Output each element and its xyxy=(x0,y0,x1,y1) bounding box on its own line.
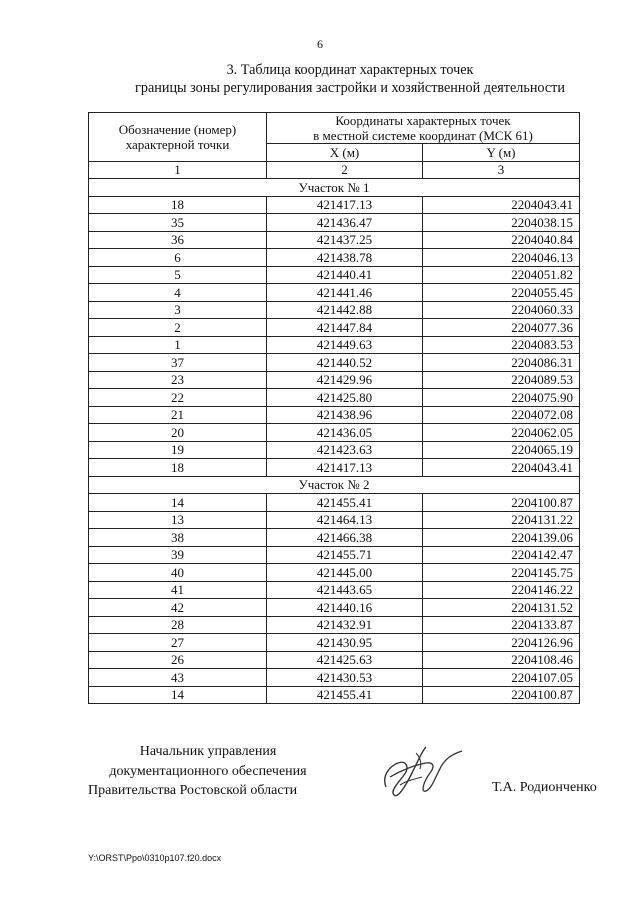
title-line-2: границы зоны регулирования застройки и хозяйственной деятельности xyxy=(135,80,565,96)
point-number-cell: 21 xyxy=(89,406,267,424)
x-coordinate-cell: 421423.63 xyxy=(267,441,423,459)
point-number-cell: 41 xyxy=(89,581,267,599)
table-row xyxy=(89,301,580,319)
y-coordinate-cell: 2204072.08 xyxy=(423,406,580,424)
y-coordinate-cell: 2204086.31 xyxy=(423,354,580,372)
point-number-cell: 23 xyxy=(89,371,267,389)
page-number: 6 xyxy=(317,37,323,51)
y-coordinate-cell: 2204131.52 xyxy=(423,599,580,617)
point-number-cell: 27 xyxy=(89,634,267,652)
header-coordinates-line-2: в местной системе координат (МСК 61) xyxy=(313,128,533,143)
point-number-cell: 26 xyxy=(89,651,267,669)
table-row xyxy=(89,634,580,652)
signer-name: Т.А. Родионченко xyxy=(492,780,597,795)
point-number-cell: 20 xyxy=(89,424,267,442)
y-coordinate-cell: 2204107.05 xyxy=(423,669,580,687)
point-number-cell: 19 xyxy=(89,441,267,459)
table-row xyxy=(89,389,580,407)
y-coordinate-cell: 2204089.53 xyxy=(423,371,580,389)
signature-position-line-3: Правительства Ростовской области xyxy=(88,783,298,798)
header-point-designation xyxy=(89,113,267,162)
table-row xyxy=(89,669,580,687)
x-coordinate-cell: 421429.96 xyxy=(267,371,423,389)
table-row xyxy=(89,616,580,634)
y-coordinate-cell: 2204038.15 xyxy=(423,214,580,232)
table-row xyxy=(89,196,580,214)
table-row xyxy=(89,319,580,337)
y-coordinate-cell: 2204108.46 xyxy=(423,651,580,669)
x-coordinate-cell: 421437.25 xyxy=(267,231,423,249)
x-coordinate-cell: 421438.96 xyxy=(267,406,423,424)
signature-position-line-2: документационного обеспечения xyxy=(109,763,307,779)
table-row xyxy=(89,284,580,302)
table-row xyxy=(89,406,580,424)
x-coordinate-cell: 421443.65 xyxy=(267,581,423,599)
y-coordinate-cell: 2204077.36 xyxy=(423,319,580,337)
y-coordinate-cell: 2204043.41 xyxy=(423,459,580,477)
x-coordinate-cell: 421455.41 xyxy=(267,494,423,512)
point-number-cell: 35 xyxy=(89,214,267,232)
x-coordinate-cell: 421447.84 xyxy=(267,319,423,337)
y-coordinate-cell: 2204131.22 xyxy=(423,511,580,529)
section-row xyxy=(89,476,580,494)
x-coordinate-cell: 421442.88 xyxy=(267,301,423,319)
x-coordinate-cell: 421417.13 xyxy=(267,196,423,214)
point-number-cell: 37 xyxy=(89,354,267,372)
y-coordinate-cell: 2204043.41 xyxy=(423,196,580,214)
document-title xyxy=(60,61,640,97)
table-row xyxy=(89,529,580,547)
header-y: Y (м) xyxy=(423,144,580,162)
table-row xyxy=(89,354,580,372)
y-coordinate-cell: 2204065.19 xyxy=(423,441,580,459)
x-coordinate-cell: 421464.13 xyxy=(267,511,423,529)
table-row xyxy=(89,599,580,617)
point-number-cell: 36 xyxy=(89,231,267,249)
point-number-cell: 13 xyxy=(89,511,267,529)
column-numbering-row xyxy=(89,161,580,179)
point-number-cell: 3 xyxy=(89,301,267,319)
x-coordinate-cell: 421438.78 xyxy=(267,249,423,267)
y-coordinate-cell: 2204126.96 xyxy=(423,634,580,652)
table-row xyxy=(89,511,580,529)
header-coordinates-line-1: Координаты характерных точек xyxy=(335,113,511,128)
x-coordinate-cell: 421417.13 xyxy=(267,459,423,477)
y-coordinate-cell: 2204145.75 xyxy=(423,564,580,582)
x-coordinate-cell: 421449.63 xyxy=(267,336,423,354)
point-number-cell: 18 xyxy=(89,196,267,214)
table-row xyxy=(89,686,580,704)
section-label: Участок № 2 xyxy=(89,476,580,494)
signature-position-line-1: Начальник управления xyxy=(139,744,277,759)
y-coordinate-cell: 2204046.13 xyxy=(423,249,580,267)
x-coordinate-cell: 421455.71 xyxy=(267,546,423,564)
point-number-cell: 2 xyxy=(89,319,267,337)
y-coordinate-cell: 2204146.22 xyxy=(423,581,580,599)
x-coordinate-cell: 421441.46 xyxy=(267,284,423,302)
header-point-line-1: Обозначение (номер) xyxy=(118,121,237,137)
section-label: Участок № 1 xyxy=(89,179,580,197)
point-number-cell: 42 xyxy=(89,599,267,617)
x-coordinate-cell: 421440.16 xyxy=(267,599,423,617)
table-row xyxy=(89,336,580,354)
section-row xyxy=(89,179,580,197)
point-number-cell: 14 xyxy=(89,494,267,512)
point-number-cell: 40 xyxy=(89,564,267,582)
x-coordinate-cell: 421425.63 xyxy=(267,651,423,669)
column-number-2: 2 xyxy=(267,161,423,179)
signature-block xyxy=(88,742,328,801)
y-coordinate-cell: 2204062.05 xyxy=(423,424,580,442)
y-coordinate-cell: 2204051.82 xyxy=(423,266,580,284)
table-row xyxy=(89,214,580,232)
title-line-1: 3. Таблица координат характерных точек xyxy=(226,62,474,78)
y-coordinate-cell: 2204075.90 xyxy=(423,389,580,407)
point-number-cell: 39 xyxy=(89,546,267,564)
x-coordinate-cell: 421455.41 xyxy=(267,686,423,704)
y-coordinate-cell: 2204133.87 xyxy=(423,616,580,634)
point-number-cell: 14 xyxy=(89,686,267,704)
coordinates-table xyxy=(88,112,580,704)
table-row xyxy=(89,546,580,564)
x-coordinate-cell: 421440.41 xyxy=(267,266,423,284)
x-coordinate-cell: 421425.80 xyxy=(267,389,423,407)
file-path: Y:\ORST\Ppo\0310p107.f20.docx xyxy=(88,853,222,863)
point-number-cell: 38 xyxy=(89,529,267,547)
table-row xyxy=(89,494,580,512)
point-number-cell: 18 xyxy=(89,459,267,477)
point-number-cell: 6 xyxy=(89,249,267,267)
table-row xyxy=(89,564,580,582)
point-number-cell: 43 xyxy=(89,669,267,687)
table-row xyxy=(89,266,580,284)
table-row xyxy=(89,459,580,477)
table-row xyxy=(89,651,580,669)
column-number-1: 1 xyxy=(89,161,267,179)
header-coordinates xyxy=(267,113,580,144)
column-number-3: 3 xyxy=(423,161,580,179)
table-row xyxy=(89,249,580,267)
x-coordinate-cell: 421430.53 xyxy=(267,669,423,687)
header-x: X (м) xyxy=(267,144,423,162)
x-coordinate-cell: 421440.52 xyxy=(267,354,423,372)
table-row xyxy=(89,581,580,599)
table-row xyxy=(89,424,580,442)
point-number-cell: 28 xyxy=(89,616,267,634)
table-header xyxy=(89,113,580,179)
y-coordinate-cell: 2204100.87 xyxy=(423,686,580,704)
x-coordinate-cell: 421432.91 xyxy=(267,616,423,634)
point-number-cell: 22 xyxy=(89,389,267,407)
table-row xyxy=(89,231,580,249)
x-coordinate-cell: 421436.05 xyxy=(267,424,423,442)
y-coordinate-cell: 2204055.45 xyxy=(423,284,580,302)
header-point-line-2: характерной точки xyxy=(125,136,230,152)
y-coordinate-cell: 2204142.47 xyxy=(423,546,580,564)
point-number-cell: 1 xyxy=(89,336,267,354)
y-coordinate-cell: 2204100.87 xyxy=(423,494,580,512)
table-row xyxy=(89,371,580,389)
y-coordinate-cell: 2204040.84 xyxy=(423,231,580,249)
table-row xyxy=(89,441,580,459)
point-number-cell: 5 xyxy=(89,266,267,284)
table-body xyxy=(89,179,580,704)
x-coordinate-cell: 421436.47 xyxy=(267,214,423,232)
y-coordinate-cell: 2204060.33 xyxy=(423,301,580,319)
x-coordinate-cell: 421466.38 xyxy=(267,529,423,547)
handwritten-signature-icon xyxy=(376,741,468,803)
point-number-cell: 4 xyxy=(89,284,267,302)
x-coordinate-cell: 421430.95 xyxy=(267,634,423,652)
y-coordinate-cell: 2204083.53 xyxy=(423,336,580,354)
x-coordinate-cell: 421445.00 xyxy=(267,564,423,582)
y-coordinate-cell: 2204139.06 xyxy=(423,529,580,547)
